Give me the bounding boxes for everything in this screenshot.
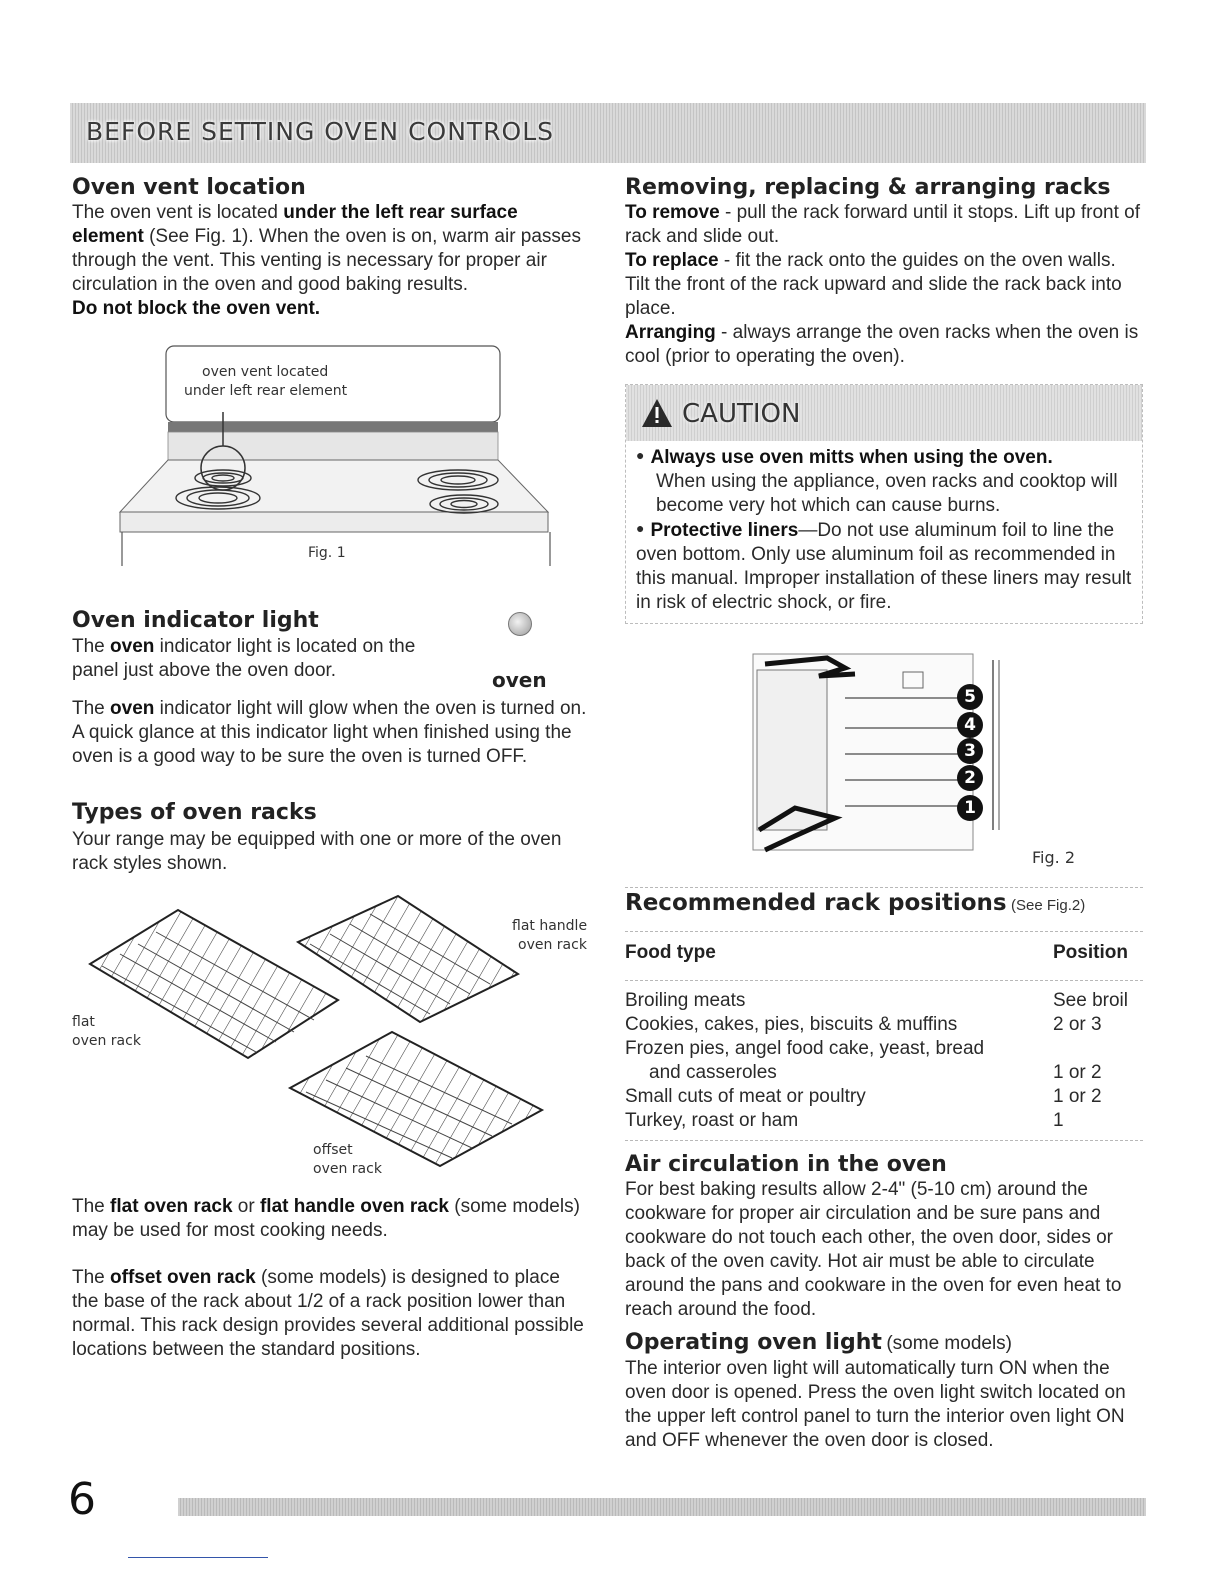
- indicator-light-icon: [508, 612, 532, 636]
- indicator-p1-bold: oven: [110, 636, 155, 657]
- col-food-type: Food type: [625, 942, 716, 963]
- fig1-illustration: [118, 340, 558, 570]
- indicator-p2-a: The: [72, 698, 111, 719]
- warning-icon: [640, 397, 674, 429]
- banner-title: BEFORE SETTING OVEN CONTROLS: [86, 117, 555, 146]
- table-row: [625, 1086, 1145, 1108]
- caution-b2-bold: Protective liners: [650, 520, 799, 541]
- indicator-p1-b: indicator light is located on the panel just above the oven door.: [72, 636, 416, 681]
- label-offset-line2: oven rack: [313, 1161, 382, 1177]
- caution-box: [625, 384, 1143, 624]
- indicator-p2: [72, 697, 592, 769]
- row-food: Small cuts of meat or poultry: [625, 1086, 866, 1107]
- col-position: Position: [1053, 942, 1128, 963]
- caution-b1-bold: Always use oven mitts when using the oven.: [650, 447, 1053, 468]
- recommended-heading: Recommended rack positions: [625, 890, 1007, 916]
- section-banner: [70, 103, 1146, 163]
- table-row: [625, 990, 1145, 1012]
- rack-p2-c: or: [232, 1196, 260, 1217]
- row-position: 2 or 3: [1053, 1014, 1102, 1035]
- removing-heading: Removing, replacing & arranging racks: [625, 175, 1111, 200]
- remove-text: - pull the rack forward until it stops. Lift up front of rack and slide out.: [625, 202, 1140, 247]
- indicator-heading: Oven indicator light: [72, 608, 319, 633]
- arrange-paragraph: [625, 321, 1145, 369]
- row-position: See broil: [1053, 990, 1128, 1011]
- divider: [625, 887, 1143, 888]
- row-food: Cookies, cakes, pies, biscuits & muffins: [625, 1014, 958, 1035]
- racks-illustration: [80, 892, 560, 1182]
- rack-types-p1: Your range may be equipped with one or more of the oven rack styles shown.: [72, 829, 562, 874]
- racks-drawing: [80, 892, 560, 1182]
- indicator-light-label: oven: [492, 668, 547, 692]
- row-food: and casseroles: [649, 1062, 777, 1083]
- indicator-p1-a: The: [72, 636, 111, 657]
- indicator-p2-b: indicator light will glow when the oven is turned on. A quick glance at this indicator light when finished using the oven is a good way to be sure the oven is turned OFF.: [72, 698, 587, 767]
- vent-p1-bold: under the left rear surface element: [72, 202, 518, 247]
- vent-p1-rest: (See Fig. 1). When the oven is on, warm air passes through the vent. This venting is necessary for proper air circulation in the oven and good baking results.: [72, 226, 581, 295]
- label-flat-line2: oven rack: [72, 1033, 141, 1049]
- caution-bullet-1: [636, 443, 1136, 518]
- caution-b2-text: —Do not use aluminum foil to line the oven bottom. Only use aluminum foil as recommended in this manual. Improper installation of these liners may result in risk of electric shock, or fire.: [636, 520, 1132, 613]
- bullet-icon: ●: [636, 447, 645, 463]
- label-flat-handle-line1: flat handle: [512, 918, 588, 934]
- label-flat-handle-line2: oven rack: [518, 937, 587, 953]
- row-position: 1: [1053, 1110, 1064, 1131]
- arrange-text: - always arrange the oven racks when the oven is cool (prior to operating the oven).: [625, 322, 1139, 367]
- left-column: [72, 175, 592, 321]
- right-column: [625, 175, 1145, 369]
- table-row: [625, 1014, 1145, 1036]
- rack-p2-b1: flat oven rack: [110, 1196, 233, 1217]
- row-position: 1 or 2: [1053, 1086, 1102, 1107]
- row-food: Frozen pies, angel food cake, yeast, bread: [625, 1038, 985, 1059]
- air-paragraph: For best baking results allow 2-4" (5-10 cm) around the cookware for proper air circulation and be sure pans and cookware do not touch each other, the oven door, sides or back of the oven cavity. Hot air must be able to circulate around the pans and cookware in the oven for even heat to reach around the food.: [625, 1179, 1122, 1320]
- indicator-p1: [72, 635, 442, 683]
- caution-title: CAUTION: [682, 399, 801, 429]
- rack-position-5: 5: [957, 684, 983, 710]
- rack-p3-a: The: [72, 1267, 111, 1288]
- row-position: 1 or 2: [1053, 1062, 1102, 1083]
- fig1-label: Fig. 1: [308, 545, 346, 561]
- vent-warning-text: Do not block the oven vent.: [72, 298, 321, 319]
- rack-types-p2: [72, 1195, 582, 1243]
- divider: [625, 980, 1143, 981]
- table-row: [625, 1038, 1145, 1060]
- light-section: [625, 1330, 1145, 1453]
- rack-p3-b: offset oven rack: [110, 1267, 256, 1288]
- remove-label: To remove: [625, 202, 720, 223]
- cooktop-drawing: [118, 340, 558, 570]
- footer-divider: [128, 1557, 268, 1558]
- light-heading: Operating oven light: [625, 1330, 882, 1355]
- footer-bar: [178, 1498, 1146, 1516]
- rack-p2-b2: flat handle oven rack: [259, 1196, 449, 1217]
- recommended-heading-wrap: [625, 890, 1085, 916]
- air-heading: Air circulation in the oven: [625, 1152, 947, 1177]
- caution-header: [626, 385, 1142, 441]
- rack-p3-c: (some models) is designed to place the base of the rack about 1/2 of a rack position lower than normal. This rack design provides several additional possible locations between the standard positions.: [72, 1267, 584, 1360]
- fig1-callout-line1: oven vent located: [202, 364, 329, 380]
- rack-position-1: 1: [957, 795, 983, 821]
- vent-heading: Oven vent location: [72, 175, 306, 200]
- table-row: [625, 1062, 1145, 1084]
- divider: [625, 1140, 1143, 1141]
- rack-p2-d: (some models) may be used for most cooking needs.: [72, 1196, 580, 1241]
- recommended-note: (See Fig.2): [1011, 897, 1086, 914]
- fig2-label: Fig. 2: [1032, 848, 1075, 867]
- page-number: 6: [68, 1474, 96, 1525]
- light-paragraph: The interior oven light will automatically turn ON when the oven door is opened. Press the oven light switch located on the upper left control panel to turn the interior oven light ON and OFF whenever the oven door is closed.: [625, 1358, 1126, 1451]
- rack-position-3: 3: [957, 738, 983, 764]
- label-offset-line1: offset: [313, 1142, 353, 1158]
- rack-p2-a: The: [72, 1196, 111, 1217]
- vent-warning: [72, 297, 592, 321]
- replace-label: To replace: [625, 250, 719, 271]
- row-food: Broiling meats: [625, 990, 746, 1011]
- vent-p1: The oven vent is located: [72, 202, 284, 223]
- rack-types-p3: [72, 1266, 587, 1362]
- label-flat-line1: flat: [72, 1014, 95, 1030]
- table-row: [625, 1110, 1145, 1132]
- vent-paragraph: [72, 201, 592, 297]
- caution-b1-text: When using the appliance, oven racks and cooktop will become very hot which can cause burns.: [656, 471, 1118, 516]
- caution-bullet-2: [636, 516, 1136, 615]
- light-heading-note: (some models): [886, 1333, 1013, 1354]
- rack-types-section: [72, 800, 592, 876]
- row-food: Turkey, roast or ham: [625, 1110, 799, 1131]
- divider: [625, 931, 1143, 932]
- air-section: [625, 1152, 1145, 1322]
- rack-types-heading: Types of oven racks: [72, 800, 317, 825]
- bullet-icon: ●: [636, 520, 645, 536]
- indicator-p2-bold: oven: [110, 698, 155, 719]
- replace-paragraph: [625, 249, 1145, 321]
- fig1-callout-line2: under left rear element: [184, 383, 348, 399]
- arrange-label: Arranging: [625, 322, 716, 343]
- table-header: [625, 942, 1145, 964]
- replace-text: - fit the rack onto the guides on the oven walls. Tilt the front of the rack upward and slide the rack back into place.: [625, 250, 1122, 319]
- rack-position-2: 2: [957, 765, 983, 791]
- rack-position-4: 4: [957, 712, 983, 738]
- remove-paragraph: [625, 201, 1145, 249]
